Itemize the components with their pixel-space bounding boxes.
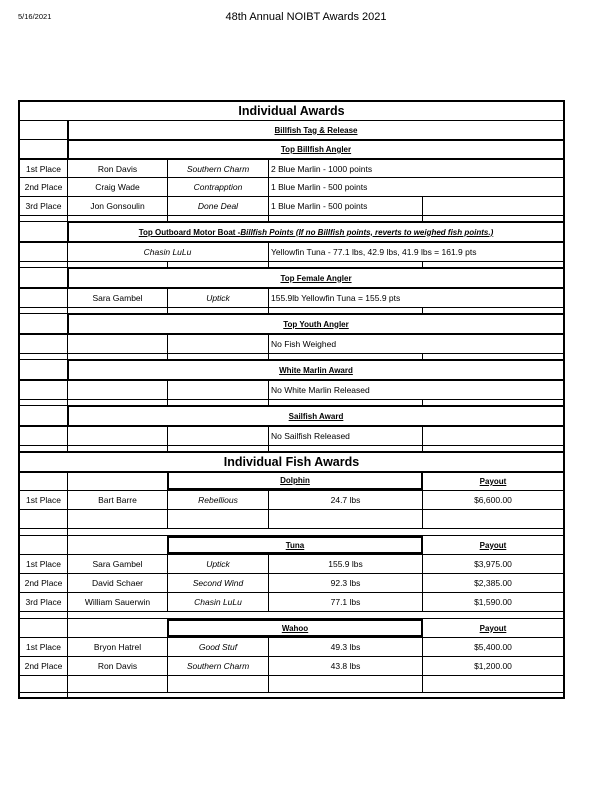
angler-cell: Craig Wade [67, 178, 167, 196]
payout-header: Payout [479, 477, 507, 486]
result-cell: No Sailfish Released [268, 427, 422, 445]
table-row [20, 241, 563, 261]
place-cell: 2nd Place [24, 182, 63, 192]
payout-cell: $6,600.00 [422, 491, 563, 509]
place-cell: 3rd Place [25, 597, 62, 607]
top-female-angler-header [20, 267, 563, 287]
place-cell: 3rd Place [25, 201, 62, 211]
boat-cell: Chasin LuLu [143, 247, 192, 257]
tuna-header [20, 535, 563, 554]
angler-cell: Bart Barre [67, 491, 167, 509]
top-billfish-angler-title: Top Billfish Angler [67, 140, 563, 158]
place-cell: 2nd Place [24, 661, 63, 671]
spacer-row [20, 611, 563, 618]
top-female-angler-title: Top Female Angler [67, 268, 563, 287]
weight-cell: 92.3 lbs [268, 574, 422, 592]
billfish-tag-release-title: Billfish Tag & Release [67, 121, 563, 139]
awards-table [18, 100, 565, 699]
payout-header: Payout [479, 623, 507, 633]
individual-awards-header [20, 102, 563, 120]
payout-cell: $5,400.00 [422, 638, 563, 656]
result-cell: No Fish Weighed [268, 335, 563, 353]
boat-cell: Southern Charm [167, 657, 268, 675]
tuna-title: Tuna [167, 536, 423, 554]
table-row [20, 592, 563, 611]
payout-cell: $1,590.00 [422, 593, 563, 611]
boat-cell: Uptick [167, 289, 268, 307]
angler-cell: Ron Davis [67, 160, 167, 177]
boat-cell: Uptick [167, 555, 268, 573]
top-outboard-header [20, 221, 563, 241]
dolphin-header [20, 471, 563, 490]
weight-cell: 24.7 lbs [268, 491, 422, 509]
boat-cell: Contrapption [167, 178, 268, 196]
white-marlin-award-header [20, 359, 563, 379]
top-youth-angler-title: Top Youth Angler [67, 314, 563, 333]
table-row [20, 490, 563, 509]
result-cell: 1 Blue Marlin - 500 points [268, 178, 563, 196]
result-cell: 2 Blue Marlin - 1000 points [268, 160, 563, 177]
spacer-row [20, 509, 563, 528]
dolphin-title: Dolphin [167, 473, 423, 490]
wahoo-header [20, 618, 563, 637]
table-row [20, 379, 563, 399]
result-cell: No White Marlin Released [268, 381, 563, 399]
payout-cell: $3,975.00 [422, 555, 563, 573]
table-row [20, 637, 563, 656]
angler-cell: Bryon Hatrel [67, 638, 167, 656]
table-row [20, 554, 563, 573]
top-outboard-title: Top Outboard Motor Boat - Billfish Points (If no Billfish points, reverts to weighed fish points.) [67, 222, 563, 241]
table-row [20, 158, 563, 177]
white-marlin-award-title: White Marlin Award [67, 360, 563, 379]
sailfish-award-title: Sailfish Award [67, 406, 563, 425]
place-cell: 2nd Place [24, 578, 63, 588]
angler-cell: Sara Gambel [67, 555, 167, 573]
place-cell: 1st Place [26, 559, 61, 569]
payout-cell: $1,200.00 [422, 657, 563, 675]
table-row [20, 177, 563, 196]
billfish-tag-release-row [20, 120, 563, 139]
boat-cell: Second Wind [167, 574, 268, 592]
result-cell: 1 Blue Marlin - 500 points [268, 197, 422, 215]
table-row [20, 333, 563, 353]
report-title: 48th Annual NOIBT Awards 2021 [225, 11, 387, 23]
individual-awards-title: Individual Awards [238, 104, 345, 118]
table-row [20, 573, 563, 592]
top-youth-angler-header [20, 313, 563, 333]
table-row [20, 196, 563, 215]
boat-cell: Southern Charm [167, 160, 268, 177]
report-date: 5/16/2021 [18, 12, 52, 21]
top-billfish-angler-header [20, 139, 563, 158]
spacer-row [20, 528, 563, 535]
angler-cell: Ron Davis [67, 657, 167, 675]
boat-cell: Chasin LuLu [167, 593, 268, 611]
table-row [20, 425, 563, 445]
weight-cell: 43.8 lbs [268, 657, 422, 675]
payout-cell: $2,385.00 [422, 574, 563, 592]
weight-cell: 155.9 lbs [268, 555, 422, 573]
angler-cell: William Sauerwin [67, 593, 167, 611]
angler-cell: Jon Gonsoulin [67, 197, 167, 215]
place-cell: 1st Place [26, 495, 61, 505]
place-cell: 1st Place [26, 163, 61, 174]
individual-fish-awards-header [20, 451, 563, 471]
boat-cell: Good Stuf [167, 638, 268, 656]
individual-fish-awards-title: Individual Fish Awards [223, 455, 360, 469]
weight-cell: 77.1 lbs [268, 593, 422, 611]
wahoo-title: Wahoo [167, 619, 423, 637]
sailfish-award-header [20, 405, 563, 425]
table-row [20, 656, 563, 675]
spacer-row [20, 675, 563, 692]
place-cell: 1st Place [26, 642, 61, 652]
angler-cell: Sara Gambel [67, 289, 167, 307]
weight-cell: 49.3 lbs [268, 638, 422, 656]
boat-cell: Done Deal [167, 197, 268, 215]
boat-cell: Rebellious [167, 491, 268, 509]
spacer-row [20, 692, 563, 699]
payout-header: Payout [479, 540, 507, 550]
table-row [20, 287, 563, 307]
result-cell: Yellowfin Tuna - 77.1 lbs, 42.9 lbs, 41.9 lbs = 161.9 pts [268, 243, 563, 261]
result-cell: 155.9lb Yellowfin Tuna = 155.9 pts [268, 289, 563, 307]
angler-cell: David Schaer [67, 574, 167, 592]
